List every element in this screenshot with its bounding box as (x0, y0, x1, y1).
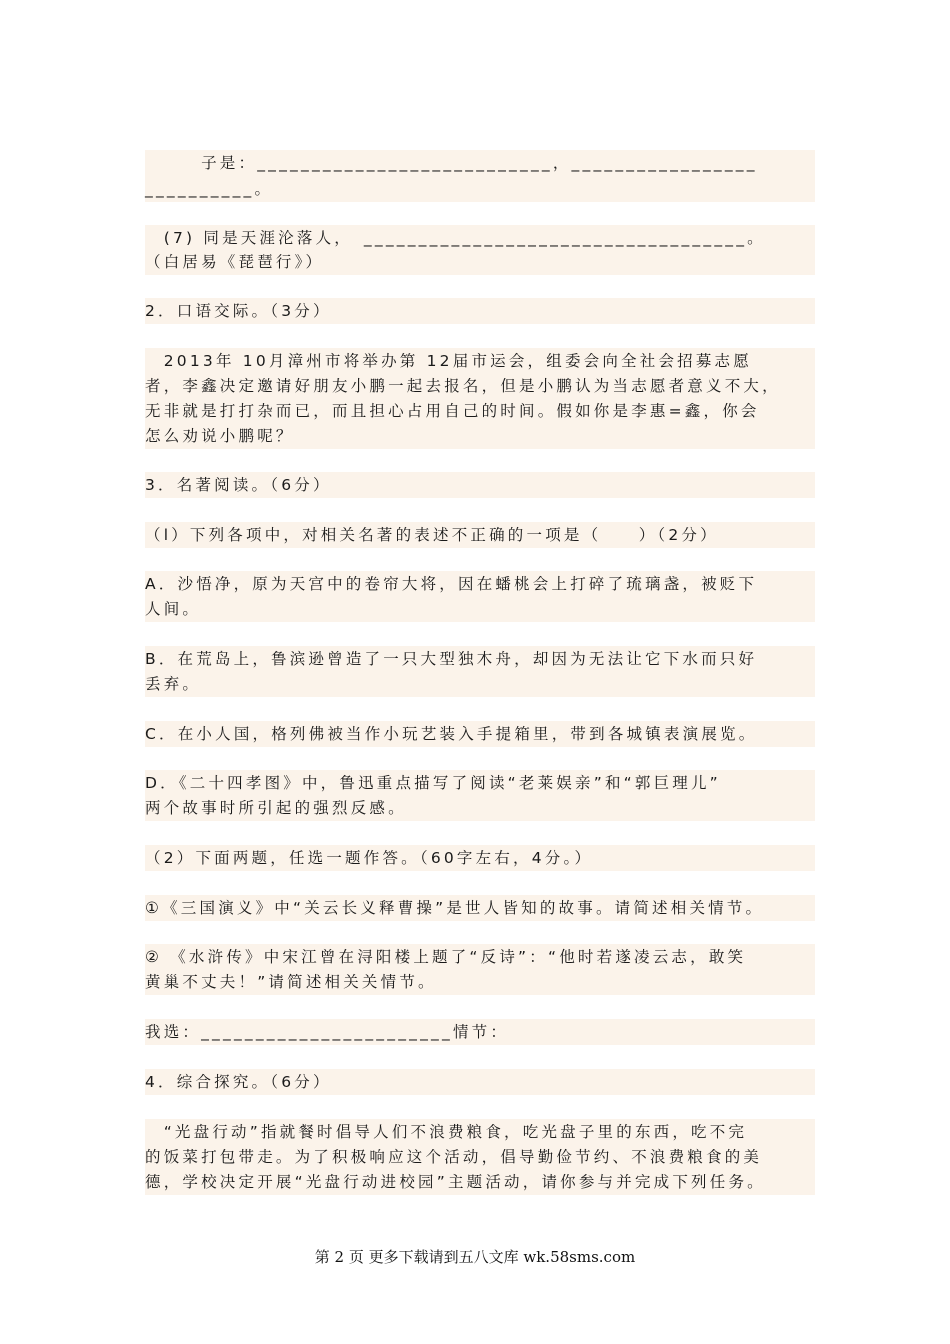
fill-blank-line: __________。 (145, 176, 815, 202)
choice-2-line: 黄巢不丈夫！”请简述相关关情节。 (145, 969, 815, 995)
source-line: （白居易《琵琶行》） (145, 249, 815, 275)
section-heading-2: 2．口语交际。（3分） (145, 298, 815, 324)
question-2-line: （2）下面两题，任选一题作答。（60字左右，4分。） (145, 845, 815, 871)
choice-2-line: ② 《水浒传》中宋江曾在浔阳楼上题了“反诗”：“他时若遂凌云志，敢笑 (145, 944, 815, 970)
option-b-line: B．在荒岛上，鲁滨逊曾造了一只大型独木舟，却因为无法让它下水而只好 (145, 646, 815, 672)
fill-blank-line: 子是：___________________________，_________________ (145, 150, 815, 176)
answer-line: 我选：_______________________情节： (145, 1019, 815, 1045)
paragraph-line: 的饭菜打包带走。为了积极响应这个活动，倡导勤俭节约、不浪费粮食的美 (145, 1144, 815, 1170)
option-d-line: 两个故事时所引起的强烈反感。 (145, 795, 815, 821)
paragraph-line: 德，学校决定开展“光盘行动进校园”主题活动，请你参与并完成下列任务。 (145, 1169, 815, 1195)
question-7-line: (7) 同是天涯沦落人， ___________________________________。 (145, 225, 815, 251)
paragraph-line: 怎么劝说小鹏呢？ (145, 423, 815, 449)
paragraph-line: “光盘行动”指就餐时倡导人们不浪费粮食，吃光盘子里的东西，吃不完 (145, 1119, 815, 1145)
option-a-line: A．沙悟净，原为天宫中的卷帘大将，因在蟠桃会上打碎了琉璃盏，被贬下 (145, 571, 815, 597)
option-b-line: 丢弃。 (145, 671, 815, 697)
section-heading-3: 3．名著阅读。（6分） (145, 472, 815, 498)
option-a-line: 人间。 (145, 596, 815, 622)
choice-1-line: ①《三国演义》中“关云长义释曹操”是世人皆知的故事。请简述相关情节。 (145, 895, 815, 921)
option-d-line: D．《二十四孝图》中，鲁迅重点描写了阅读“老莱娱亲”和“郭巨理儿” (145, 770, 815, 796)
section-heading-4: 4．综合探究。（6分） (145, 1069, 815, 1095)
paragraph-line: 无非就是打打杂而已，而且担心占用自己的时间。假如你是李惠=鑫，你会 (145, 398, 815, 424)
page-footer: 第 2 页 更多下载请到五八文库 wk.58sms.com (314, 1248, 636, 1266)
option-c-line: C．在小人国，格列佛被当作小玩艺装入手提箱里，带到各城镇表演展览。 (145, 721, 815, 747)
paragraph-line: 者，李鑫决定邀请好朋友小鹏一起去报名，但是小鹏认为当志愿者意义不大， (145, 373, 815, 399)
question-1-line: （l）下列各项中，对相关名著的表述不正确的一项是（ ）（2分） (145, 522, 815, 548)
paragraph-line: 2013年 10月漳州市将举办第 12届市运会，组委会向全社会招募志愿 (145, 348, 815, 374)
